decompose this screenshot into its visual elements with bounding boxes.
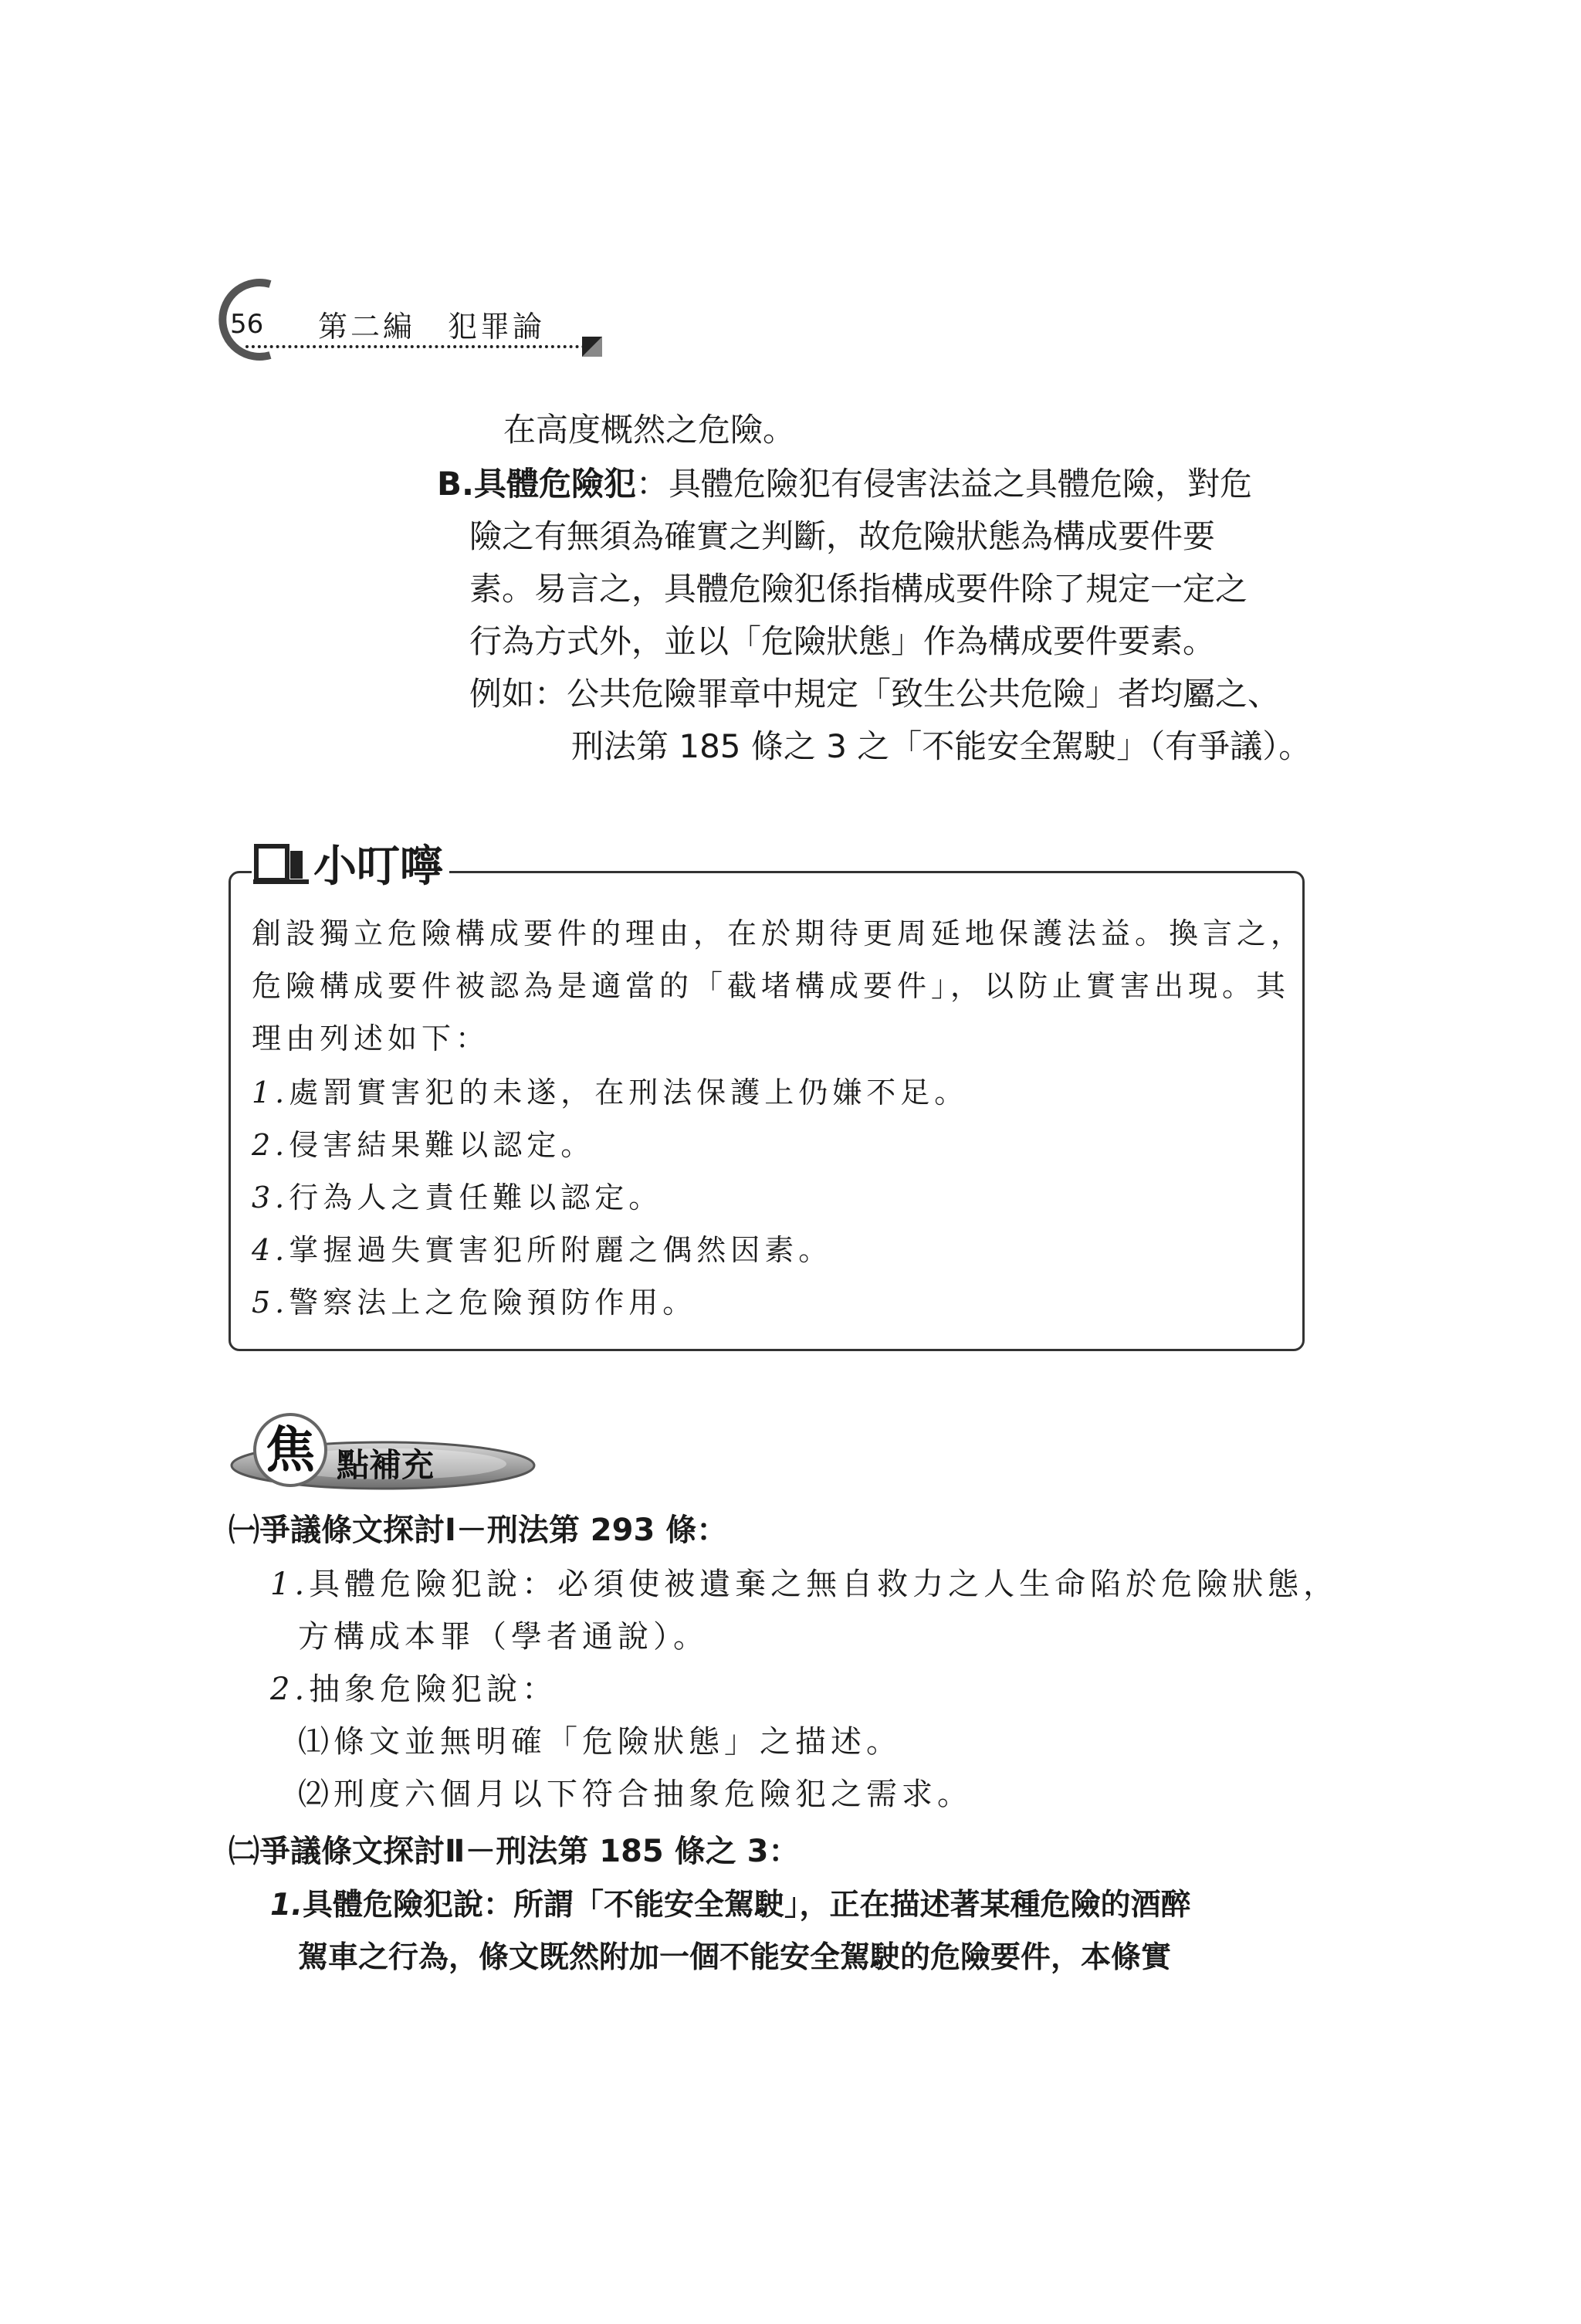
item-text: 具體危險犯說：必須使被遺棄之無自救力之人生命陷於危險狀態， (309, 1567, 1339, 1602)
item-text: 抽象危險犯說： (309, 1672, 558, 1707)
example-line: 例如：公共危險罪章中規定「致生公共危險」者均屬之、 (469, 675, 1281, 713)
list-item (270, 1888, 1191, 1923)
item-number: 2. (252, 1128, 289, 1162)
note-icon (252, 840, 310, 886)
reminder-title: 小叮嚀 (313, 841, 443, 892)
text-line: 在高度概然之危險。 (503, 411, 796, 449)
text-line: 險之有無須為確實之判斷，故危險狀態為構成要件要 (469, 517, 1216, 555)
item-number: 1. (270, 1888, 303, 1923)
text-line: 素。易言之，具體危險犯係指構成要件除了規定一定之 (469, 570, 1248, 608)
item-number: 5. (252, 1286, 289, 1320)
header-corner-mark (582, 337, 602, 357)
list-item (270, 1674, 557, 1705)
reminder-list-item (252, 1181, 663, 1215)
reminder-text-line: 理由列述如下： (252, 1021, 490, 1055)
item-number: 1. (252, 1076, 289, 1109)
page-number: 56 (230, 309, 264, 340)
reminder-text-line: 創設獨立危險構成要件的理由，在於期待更周延地保護法益。換言之， (252, 916, 1305, 950)
section-heading: ㈠爭議條文探討Ⅰ－刑法第 293 條： (229, 1513, 728, 1548)
reminder-list-item (252, 1286, 697, 1320)
item-text: 警察法上之危險預防作用。 (289, 1286, 697, 1320)
item-number: 1. (270, 1567, 310, 1602)
header-dotted-rule (245, 345, 585, 348)
item-number: 3. (252, 1181, 289, 1215)
list-item-continuation: 駕車之行為，條文既然附加一個不能安全駕駛的危險要件，本條實 (298, 1940, 1172, 1975)
item-text: 行為人之責任難以認定。 (289, 1181, 663, 1215)
section-heading: ㈡爭議條文探討Ⅱ－刑法第 185 條之 3： (229, 1834, 800, 1869)
reminder-header (252, 832, 449, 894)
example-line: 刑法第 185 條之 3 之「不能安全駕駛」（有爭議）。 (571, 727, 1312, 765)
sub-item: ⑵刑度六個月以下符合抽象危險犯之需求。 (298, 1777, 973, 1812)
list-item-continuation: 方構成本罪（學者通說）。 (298, 1619, 709, 1655)
item-number: 2. (270, 1672, 310, 1707)
focus-badge-label: 點補充 (337, 1446, 435, 1484)
item-text: 具體危險犯說：所謂「不能安全駕駛」，正在描述著某種危險的酒醉 (302, 1888, 1191, 1923)
sub-item: ⑴條文並無明確「危險狀態」之描述。 (298, 1724, 902, 1760)
term-label: B.具體危險犯 (437, 465, 636, 503)
item-number: 4. (252, 1233, 289, 1267)
focus-badge-big-char: 焦 (266, 1421, 315, 1479)
item-text: 侵害結果難以認定。 (289, 1128, 595, 1162)
running-header-title: 第二編 犯罪論 (318, 310, 546, 344)
text-line (437, 465, 1252, 503)
text-line: 行為方式外，並以「危險狀態」作為構成要件要素。 (469, 622, 1216, 660)
list-item (270, 1569, 1339, 1600)
reminder-list-item (252, 1130, 594, 1160)
reminder-list-item (252, 1078, 968, 1107)
item-text: 處罰實害犯的未遂，在刑法保護上仍嫌不足。 (289, 1076, 969, 1109)
reminder-list-item (252, 1235, 832, 1265)
reminder-text-line: 危險構成要件被認為是適當的「截堵構成要件」，以防止實害出現。其 (252, 969, 1291, 1003)
text-span: ：具體危險犯有侵害法益之具體危險，對危 (635, 465, 1252, 503)
focus-supplement-badge (229, 1410, 537, 1502)
item-text: 掌握過失實害犯所附麗之偶然因素。 (289, 1233, 833, 1267)
